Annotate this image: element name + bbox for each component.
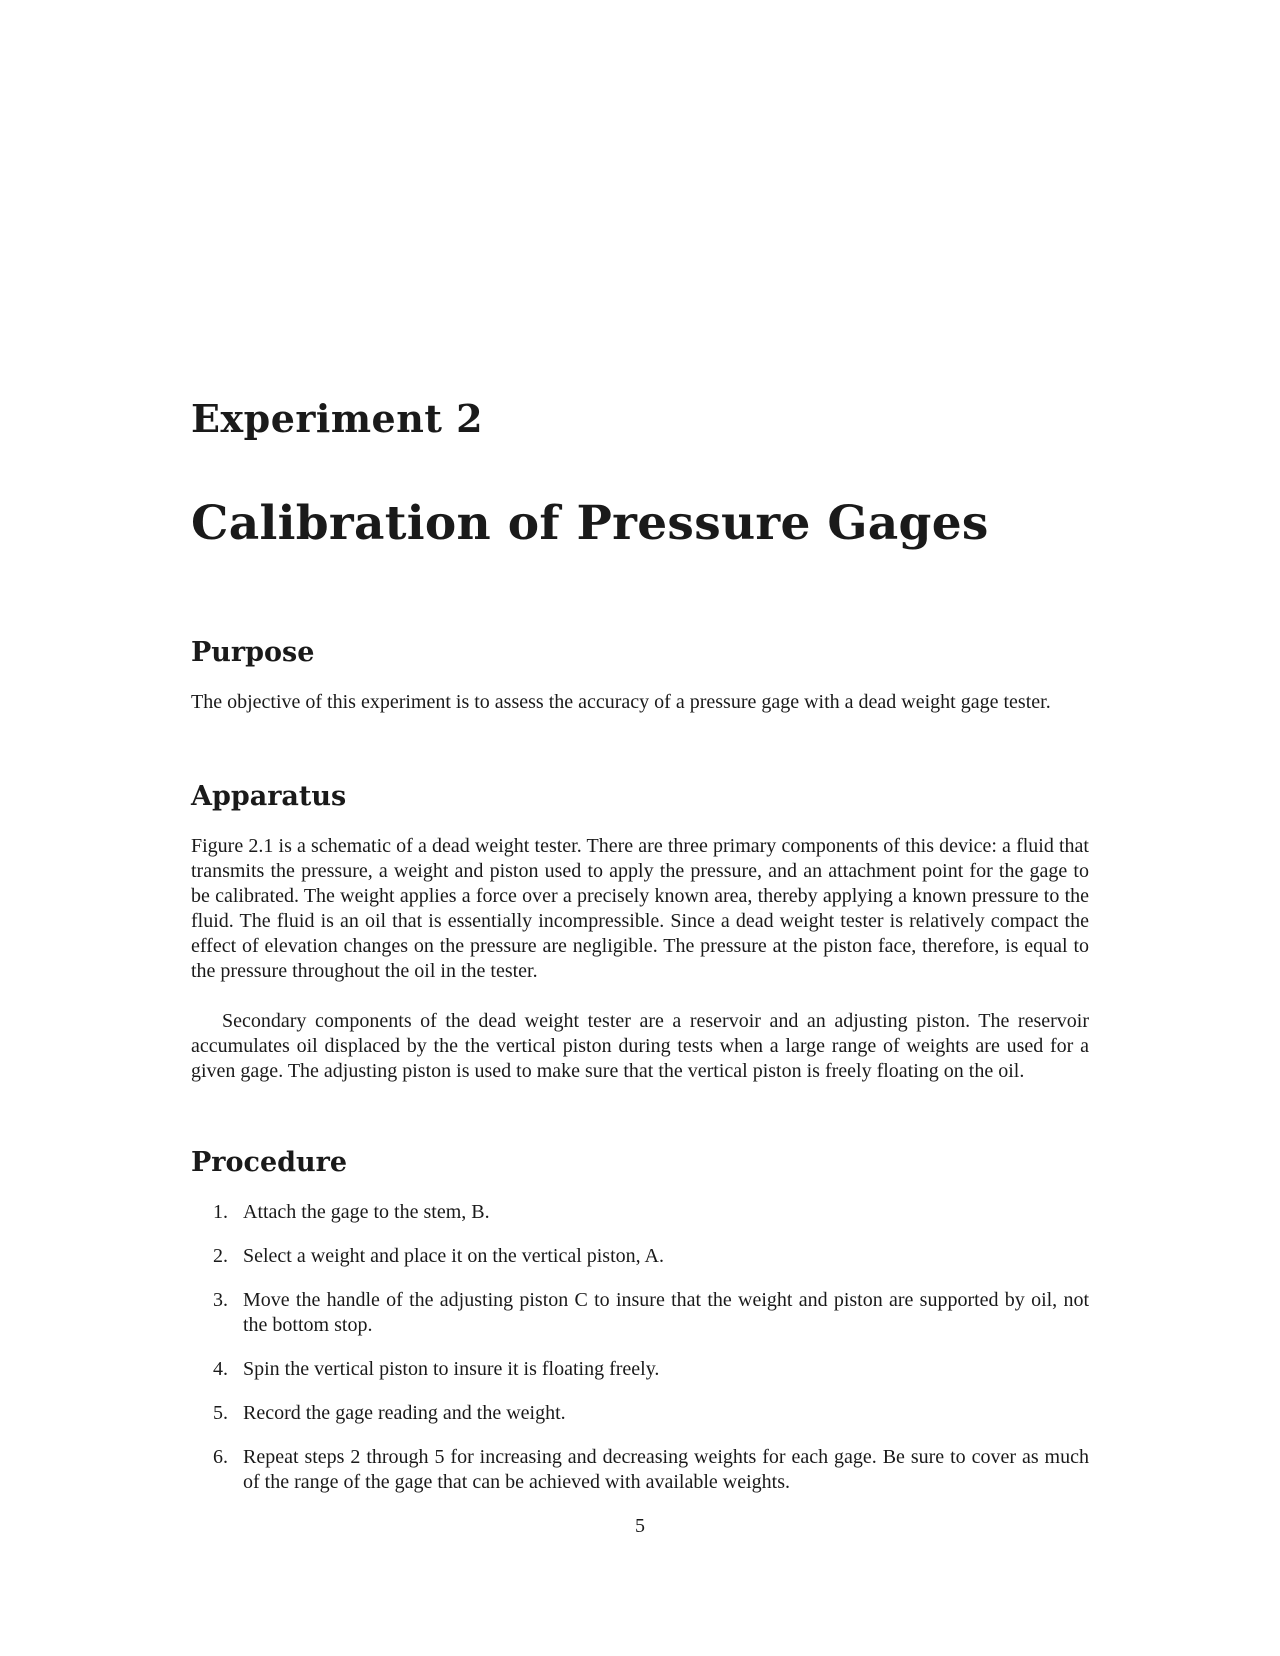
- step-text: Repeat steps 2 through 5 for increasing and decreasing weights for each gage. Be sure to cover as much of the range of the gage that can be achieved with available weights.: [243, 1446, 1089, 1493]
- procedure-list: [191, 1200, 1089, 1514]
- procedure-step: [191, 1401, 1089, 1426]
- procedure-step: [191, 1244, 1089, 1269]
- step-number: 6.: [213, 1446, 228, 1468]
- procedure-step: [191, 1445, 1089, 1495]
- procedure-step: [191, 1200, 1089, 1225]
- step-text: Record the gage reading and the weight.: [243, 1402, 566, 1424]
- chapter-title: Calibration of Pressure Gages: [191, 496, 989, 551]
- step-number: 4.: [213, 1358, 228, 1380]
- procedure-step: [191, 1357, 1089, 1382]
- procedure-step: [191, 1288, 1089, 1338]
- page-number: 5: [635, 1515, 645, 1537]
- chapter-label: Experiment 2: [191, 396, 484, 441]
- apparatus-paragraph-1: Figure 2.1 is a schematic of a dead weight tester. There are three primary components of this device: a fluid that transmits the pressure, a weight and piston used to apply the pressure, and an attachment point for the gage to be calibrated. The weight applies a force over a precisely known area, thereby applying a known pressure to the fluid. The fluid is an oil that is essentially incompressible. Since a dead weight tester is relatively compact the effect of elevation changes on the pressure are negligible. The pressure at the piston face, therefore, is equal to the pressure throughout the oil in the tester.: [191, 835, 1089, 982]
- purpose-paragraph: The objective of this experiment is to assess the accuracy of a pressure gage with a dead weight gage tester.: [191, 691, 1051, 713]
- step-text: Attach the gage to the stem, B.: [243, 1201, 490, 1223]
- step-text: Spin the vertical piston to insure it is floating freely.: [243, 1358, 660, 1380]
- procedure-heading: Procedure: [191, 1147, 348, 1178]
- apparatus-paragraph-2: Secondary components of the dead weight tester are a reservoir and an adjusting piston. The reservoir accumulates oil displaced by the the vertical piston during tests when a large range of weights are used for a given gage. The adjusting piston is used to make sure that the vertical piston is freely floating on the oil.: [191, 1010, 1089, 1082]
- purpose-heading: Purpose: [191, 637, 315, 668]
- step-text: Select a weight and place it on the vertical piston, A.: [243, 1245, 664, 1267]
- document-page: [191, 0, 1089, 1656]
- step-text: Move the handle of the adjusting piston C to insure that the weight and piston are supported by oil, not the bottom stop.: [243, 1289, 1089, 1336]
- step-number: 2.: [213, 1245, 228, 1267]
- step-number: 5.: [213, 1402, 228, 1424]
- apparatus-heading: Apparatus: [191, 781, 347, 812]
- step-number: 1.: [213, 1201, 228, 1223]
- step-number: 3.: [213, 1289, 228, 1311]
